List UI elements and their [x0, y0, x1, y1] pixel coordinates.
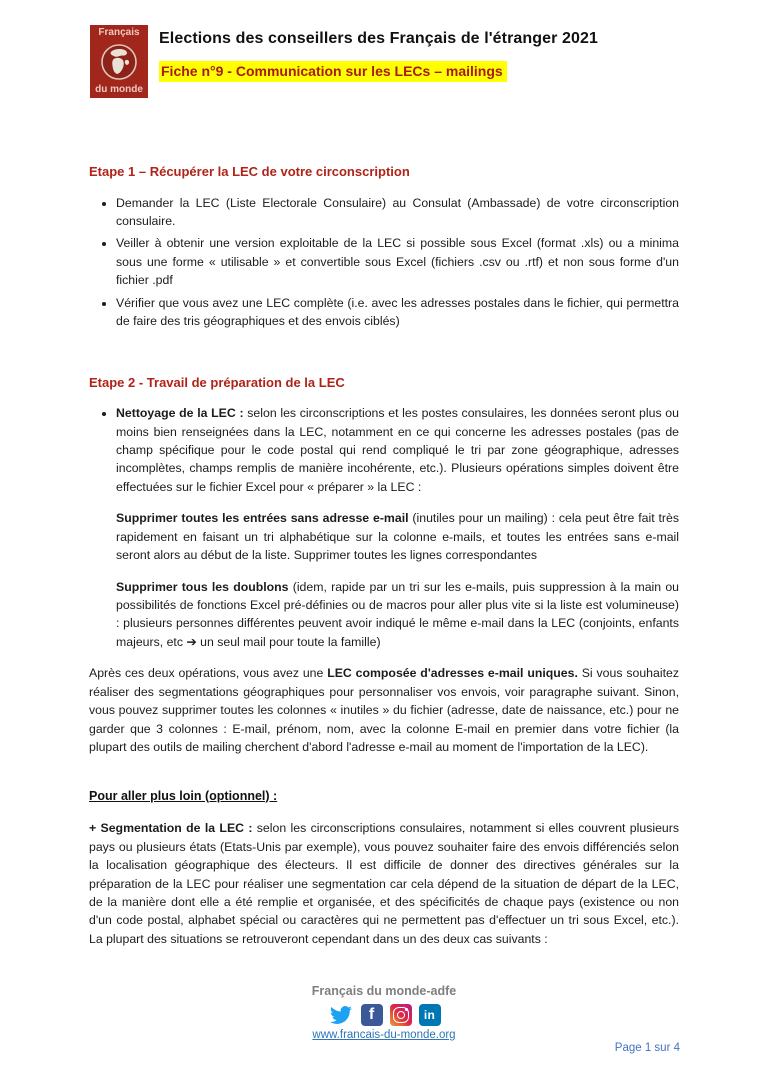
etape-2-heading: Etape 2 - Travail de préparation de la LEC — [89, 374, 345, 390]
document-body — [89, 162, 679, 948]
segmentation-lead: + Segmentation de la LEC : — [89, 821, 253, 836]
twitter-icon[interactable] — [328, 1004, 354, 1026]
closing-after: Si vous souhaitez réaliser des segmentations géographiques pour personnaliser vos envois, voir paragraphe suivant. Sinon, vous pouvez supprimer toutes les colonnes « inutiles » du fichier (adresse, date de naissance, etc.) pour ne garder que 3 colonnes : E-mail, prénom, nom, avec la colonne E-mail en premier dans votre fichier (la plupart des outils de mailing cherchent d'abord l'adresse e-mail au moment de l'importation de la LEC). — [89, 666, 679, 755]
pour-aller-plus-loin-heading: Pour aller plus loin (optionnel) : — [89, 788, 278, 803]
website-link[interactable]: www.francais-du-monde.org — [312, 1029, 456, 1041]
document-subtitle: Fiche n°9 - Communication sur les LECs – mailings — [159, 61, 507, 82]
instagram-icon[interactable] — [390, 1004, 412, 1026]
paragraph-supprimer-doublons — [116, 578, 679, 652]
paragraph-segmentation — [89, 819, 679, 948]
nettoyage-lead: Nettoyage de la LEC : — [116, 406, 244, 421]
nettoyage-text: selon les circonscriptions et les postes consulaires, les données seront plus ou moins bien renseignées dans la LEC, notamment en ce qui concerne les adresses postales (pas de champ spécifique pour le code postal qui rend compliqué le tri par zone géographique, adresses incomplètes, champs remplis de manière incohérente, etc.). Plusieurs opérations simples doivent être effectuées sur le fichier Excel pour « préparer » la LEC : — [116, 406, 679, 494]
etape-1-bullet-list — [89, 194, 679, 331]
closing-before: Après ces deux opérations, vous avez une — [89, 666, 328, 681]
paragraph-lead: Supprimer toutes les entrées sans adresse e-mail — [116, 511, 409, 526]
logo-text-top: Français — [98, 27, 140, 38]
social-icons-row — [0, 1003, 768, 1027]
document-title: Elections des conseillers des Français de l'étranger 2021 — [159, 30, 599, 47]
paragraph-supprimer-entrees — [116, 509, 679, 564]
closing-bold: LEC composée d'adresses e-mail uniques. — [327, 666, 578, 681]
francais-du-monde-logo — [90, 25, 148, 98]
globe-icon — [99, 42, 139, 82]
segmentation-text: selon les circonscriptions consulaires, notamment si elles couvrent plusieurs pays ou plusieurs états (Etats-Unis par exemple), vous pouvez souhaiter faire des envois différenciés selon la localisation géographique des électeurs. Il est difficile de donner des directives générales sur la préparation de la LEC pour réaliser une segmentation car cela dépend de la situation de départ de la LEC, de la manière dont elle a été remplie et organisée, et des spécificités de chaque pays (existence ou non d'un code postal, alphabet spécial ou caractères qui ne permettent pas d'effectuer un tri sous Excel, etc.). La plupart des situations se retrouveront cependant dans un des deux cas suivants : — [89, 821, 679, 946]
footer-org-name: Français du monde-adfe — [311, 984, 457, 998]
page-number: Page 1 sur 4 — [614, 1042, 680, 1054]
document-header — [90, 25, 598, 98]
facebook-icon[interactable]: f — [361, 1004, 383, 1026]
paragraph-closing — [89, 664, 679, 756]
bullet-item — [116, 404, 679, 496]
logo-text-bottom: du monde — [95, 84, 143, 95]
etape-2-bullet-list — [89, 404, 679, 496]
instagram-dot — [405, 1008, 408, 1011]
etape-1-heading: Etape 1 – Récupérer la LEC de votre circonscription — [89, 164, 410, 179]
linkedin-icon[interactable]: in — [419, 1004, 441, 1026]
paragraph-text: (inutiles pour un mailing) : cela peut être fait très rapidement en faisant un tri alphabétique sur la colonne e-mails, et toutes les entrées sans e-mail seront alors au début de la liste. Supprimer toutes les lignes correspondantes — [116, 511, 679, 563]
paragraph-text: (idem, rapide par un tri sur les e-mails, puis suppression à la main ou possibilités de fonctions Excel pré-définies ou de macros pour aller plus vite si la liste est volumineuse) : plusieurs personnes différentes peuvent avoir indiqué le même e-mail dans la LEC (conjoints, enfants majeurs, etc ➔ un seul mail pour toute la famille) — [116, 579, 679, 649]
instagram-lens — [397, 1011, 405, 1019]
bullet-item: • Demander la LEC (Liste Electorale Consulaire) au Consulat (Ambassade) de votre circonscription consulaire. — [116, 194, 679, 231]
bullet-item: • Vérifier que vous avez une LEC complète (i.e. avec les adresses postales dans le fichier, qui permettra de faire des tris géographiques et des envois ciblés) — [116, 294, 679, 331]
bullet-item: • Veiller à obtenir une version exploitable de la LEC si possible sous Excel (format .xls) ou a minima sous une forme « utilisable » et convertible sous Excel (fichiers .csv ou .rtf) et non sous forme d'un fichier .pdf — [116, 234, 679, 289]
paragraph-lead: Supprimer tous les doublons — [116, 579, 289, 594]
